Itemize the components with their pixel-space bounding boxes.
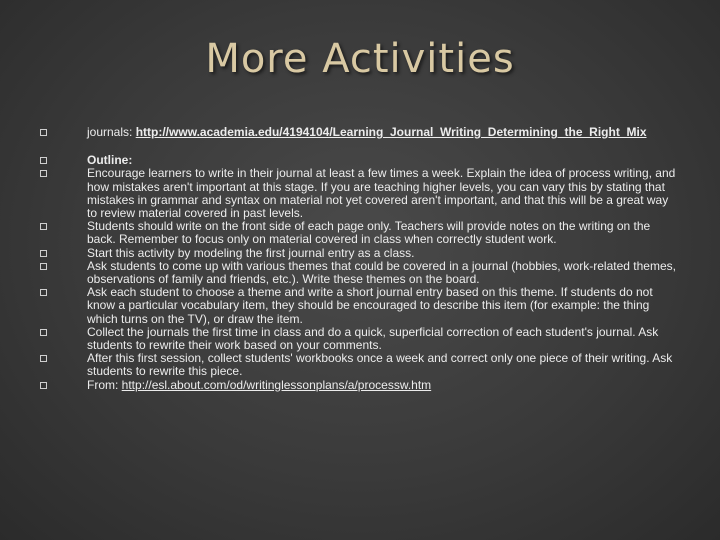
square-bullet-icon bbox=[40, 263, 47, 270]
list-item bbox=[40, 379, 680, 392]
outline-heading: Outline: bbox=[87, 153, 133, 168]
slide-title: More Activities bbox=[205, 36, 515, 82]
bullet-list bbox=[40, 126, 680, 392]
list-item-text: Start this activity by modeling the first journal entry as a class. bbox=[87, 245, 415, 260]
list-item bbox=[40, 326, 680, 352]
square-bullet-icon bbox=[40, 355, 47, 362]
list-item bbox=[40, 167, 680, 220]
square-bullet-icon bbox=[40, 223, 47, 230]
academia-link[interactable]: http://www.academia.edu/4194104/Learning_Journal_Writing_Determining_the_Right_Mix bbox=[135, 125, 647, 139]
list-item-text: After this first session, collect students' workbooks once a week and correct only one piece of their writing. Ask students to rewrite this piece. bbox=[87, 351, 673, 379]
list-item bbox=[40, 286, 680, 326]
list-item bbox=[40, 220, 680, 246]
list-item bbox=[40, 260, 680, 286]
square-bullet-icon bbox=[40, 129, 47, 136]
square-bullet-icon bbox=[40, 157, 47, 164]
square-bullet-icon bbox=[40, 382, 47, 389]
journals-prefix: journals: bbox=[87, 125, 136, 139]
list-item-text: Students should write on the front side of each page only. Teachers will provide notes on the writing on the back. Remember to focus only on material covered in class when correctly student work. bbox=[87, 219, 651, 247]
square-bullet-icon bbox=[40, 289, 47, 296]
source-prefix: From: bbox=[87, 377, 122, 392]
list-item-text: Encourage learners to write in their journal at least a few times a week. Explain the idea of process writing, and how mistakes aren't important at this stage. If you are teaching higher levels, you can vary this by stating that mistakes in grammar and syntax on material not yet covered aren't important, and that this will be a great way to review material covered in past levels. bbox=[87, 166, 676, 221]
list-item-text: Ask students to come up with various themes that could be covered in a journal (hobbies, work-related themes, observations of family and friends, etc.). Write these themes on the board. bbox=[87, 258, 676, 287]
list-item bbox=[40, 352, 680, 378]
list-item bbox=[40, 126, 680, 139]
square-bullet-icon bbox=[40, 170, 47, 177]
square-bullet-icon bbox=[40, 250, 47, 257]
square-bullet-icon bbox=[40, 329, 47, 336]
list-item-text: Ask each student to choose a theme and write a short journal entry based on this theme. If students do not know a particular vocabulary item, they should be encouraged to describe this item (for example: the thing which turns on the TV), or draw the item. bbox=[87, 285, 653, 326]
list-item-text: Collect the journals the first time in class and do a quick, superficial correction of each student's journal. Ask students to rewrite their work based on your comments. bbox=[87, 324, 659, 353]
about-com-link[interactable]: http://esl.about.com/od/writinglessonplans/a/processw.htm bbox=[121, 377, 432, 392]
